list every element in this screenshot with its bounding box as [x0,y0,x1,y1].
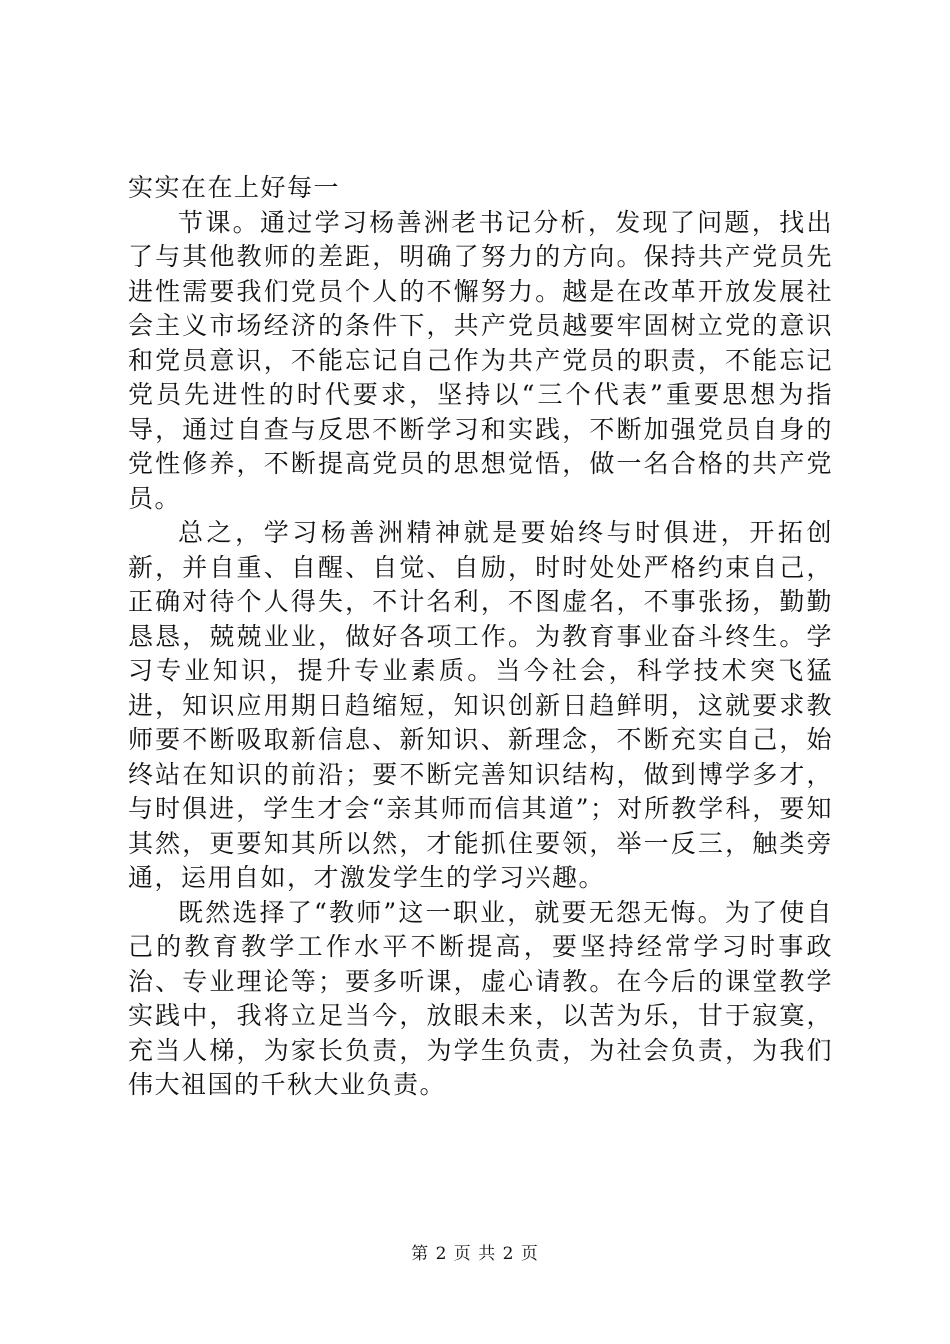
paragraph-3: 既然选择了“教师”这一职业，就要无怨无悔。为了使自己的教育教学工作水平不断提高，要坚持经常学习时事政治、专业理论等；要多听课，虚心请教。在今后的课堂教学实践中，我将立足当今，放眼未来，以苦为乐，甘于寂寞，充当人梯，为家长负责，为学生负责，为社会负责，为我们伟大祖国的千秋大业负责。 [128,897,833,1099]
paragraph-1: 节课。通过学习杨善洲老书记分析，发现了问题，找出了与其他教师的差距，明确了努力的方向。保持共产党员先进性需要我们党员个人的不懈努力。越是在改革开放发展社会主义市场经济的条件下，共产党员越要牢固树立党的意识和党员意识，不能忘记自己作为共产党员的职责，不能忘记党员先进性的时代要求，坚持以“三个代表”重要思想为指导，通过自查与反思不断学习和实践，不断加强党员自身的党性修养，不断提高党员的思想觉悟，做一名合格的共产党员。 [128,207,833,513]
document-body [128,171,833,1103]
paragraph-2: 总之，学习杨善洲精神就是要始终与时俱进，开拓创新，并自重、自醒、自觉、自励，时时处处严格约束自己，正确对待个人得失，不计名利，不图虚名，不事张扬，勤勤恳恳，兢兢业业，做好各项工作。为教育事业奋斗终生。学习专业知识，提升专业素质。当今社会，科学技术突飞猛进，知识应用期日趋缩短，知识创新日趋鲜明，这就要求教师要不断吸取新信息、新知识、新理念，不断充实自己，始终站在知识的前沿；要不断完善知识结构，做到博学多才，与时俱进，学生才会“亲其师而信其道”；对所教学科，要知其然，更要知其所以然，才能抓住要领，举一反三，触类旁通，运用自如，才激发学生的学习兴趣。 [128,518,833,892]
continuation-line: 实实在在上好每一 [128,173,341,202]
page-footer: 第 2 页 共 2 页 [411,1244,539,1264]
